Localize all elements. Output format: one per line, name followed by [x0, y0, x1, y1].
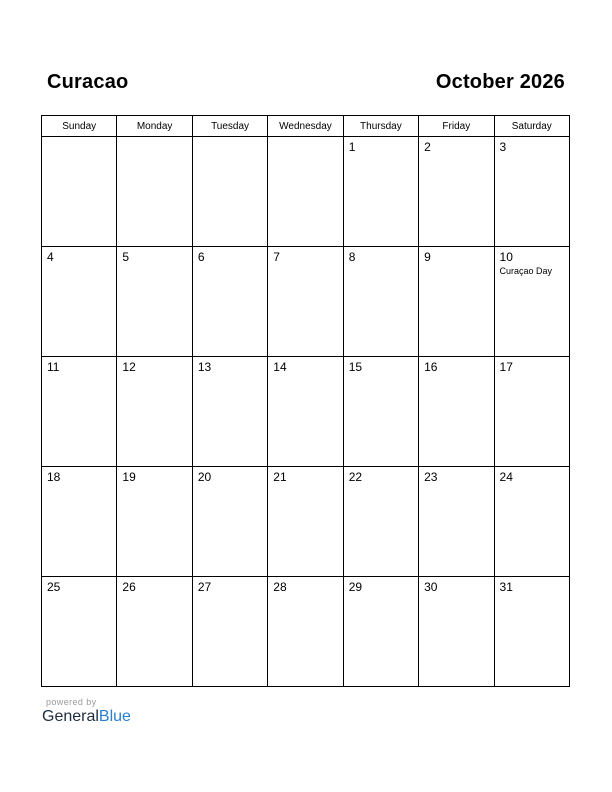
day-number: 9	[424, 250, 431, 264]
day-cell	[494, 137, 569, 247]
weekday-header: Saturday	[494, 116, 569, 137]
day-cell	[42, 137, 117, 247]
weekday-header: Tuesday	[192, 116, 267, 137]
day-cell	[419, 577, 494, 687]
day-number: 26	[122, 580, 136, 594]
weekday-header-row	[42, 116, 570, 137]
day-number: 25	[47, 580, 61, 594]
day-number: 14	[273, 360, 287, 374]
weekday-header: Thursday	[343, 116, 418, 137]
day-number: 11	[47, 360, 60, 374]
day-number: 29	[348, 580, 363, 594]
day-number: 17	[499, 360, 513, 374]
day-number: 8	[348, 250, 356, 264]
calendar-grid	[41, 115, 570, 687]
brand-blue-text: Blue	[98, 708, 131, 725]
day-cell	[343, 137, 418, 247]
day-number: 28	[273, 580, 287, 594]
day-cell	[494, 577, 569, 687]
day-cell	[117, 577, 192, 687]
day-number: 21	[273, 470, 287, 484]
day-cell	[117, 357, 192, 467]
day-number: 1	[348, 140, 356, 154]
weekday-header: Monday	[117, 116, 192, 137]
day-cell	[192, 137, 267, 247]
day-number: 10	[499, 250, 513, 264]
week-row	[42, 467, 570, 577]
month-year-title: October 2026	[435, 71, 565, 93]
day-number: 30	[424, 580, 438, 594]
day-cell	[268, 137, 343, 247]
day-number: 15	[348, 360, 363, 374]
day-cell	[268, 357, 343, 467]
day-number: 5	[122, 250, 130, 264]
day-cell	[42, 467, 117, 577]
day-number: 31	[499, 580, 513, 594]
day-cell	[192, 247, 267, 357]
day-cell	[494, 467, 569, 577]
week-row	[42, 137, 570, 247]
day-number: 20	[197, 470, 212, 484]
country-title: Curacao	[47, 71, 129, 93]
day-number: 13	[197, 360, 212, 374]
week-row	[42, 577, 570, 687]
generalblue-logo	[42, 708, 131, 726]
powered-by-text: powered by	[46, 697, 97, 707]
day-number: 16	[424, 360, 438, 374]
day-cell	[494, 357, 569, 467]
day-number: 24	[499, 470, 513, 484]
day-cell	[343, 467, 418, 577]
weekday-header: Sunday	[42, 116, 117, 137]
day-cell	[117, 137, 192, 247]
day-number: 7	[273, 250, 280, 264]
day-cell	[268, 467, 343, 577]
day-cell	[419, 467, 494, 577]
day-cell	[42, 247, 117, 357]
week-row	[42, 247, 570, 357]
day-cell	[494, 247, 569, 357]
day-cell	[343, 577, 418, 687]
week-row	[42, 357, 570, 467]
day-number: 22	[348, 470, 363, 484]
day-cell	[343, 357, 418, 467]
day-number: 6	[197, 250, 205, 264]
day-number: 12	[122, 360, 136, 374]
day-number: 3	[499, 140, 507, 154]
brand-general-text: General	[42, 708, 99, 725]
day-number: 2	[424, 140, 431, 154]
day-cell	[192, 467, 267, 577]
day-cell	[42, 357, 117, 467]
day-cell	[419, 137, 494, 247]
day-number: 18	[47, 470, 61, 484]
day-cell	[192, 357, 267, 467]
day-cell	[192, 577, 267, 687]
weekday-header: Friday	[419, 116, 494, 137]
holiday-label: Curaçao Day	[499, 266, 553, 276]
day-cell	[268, 247, 343, 357]
day-number: 19	[122, 470, 136, 484]
day-cell	[42, 577, 117, 687]
day-number: 27	[197, 580, 212, 594]
weekday-header: Wednesday	[268, 116, 343, 137]
footer	[42, 697, 131, 726]
day-cell	[343, 247, 418, 357]
day-cell	[268, 577, 343, 687]
day-number: 4	[47, 250, 54, 264]
day-number: 23	[424, 470, 438, 484]
day-cell	[117, 467, 192, 577]
day-cell	[419, 357, 494, 467]
day-cell	[419, 247, 494, 357]
day-cell	[117, 247, 192, 357]
